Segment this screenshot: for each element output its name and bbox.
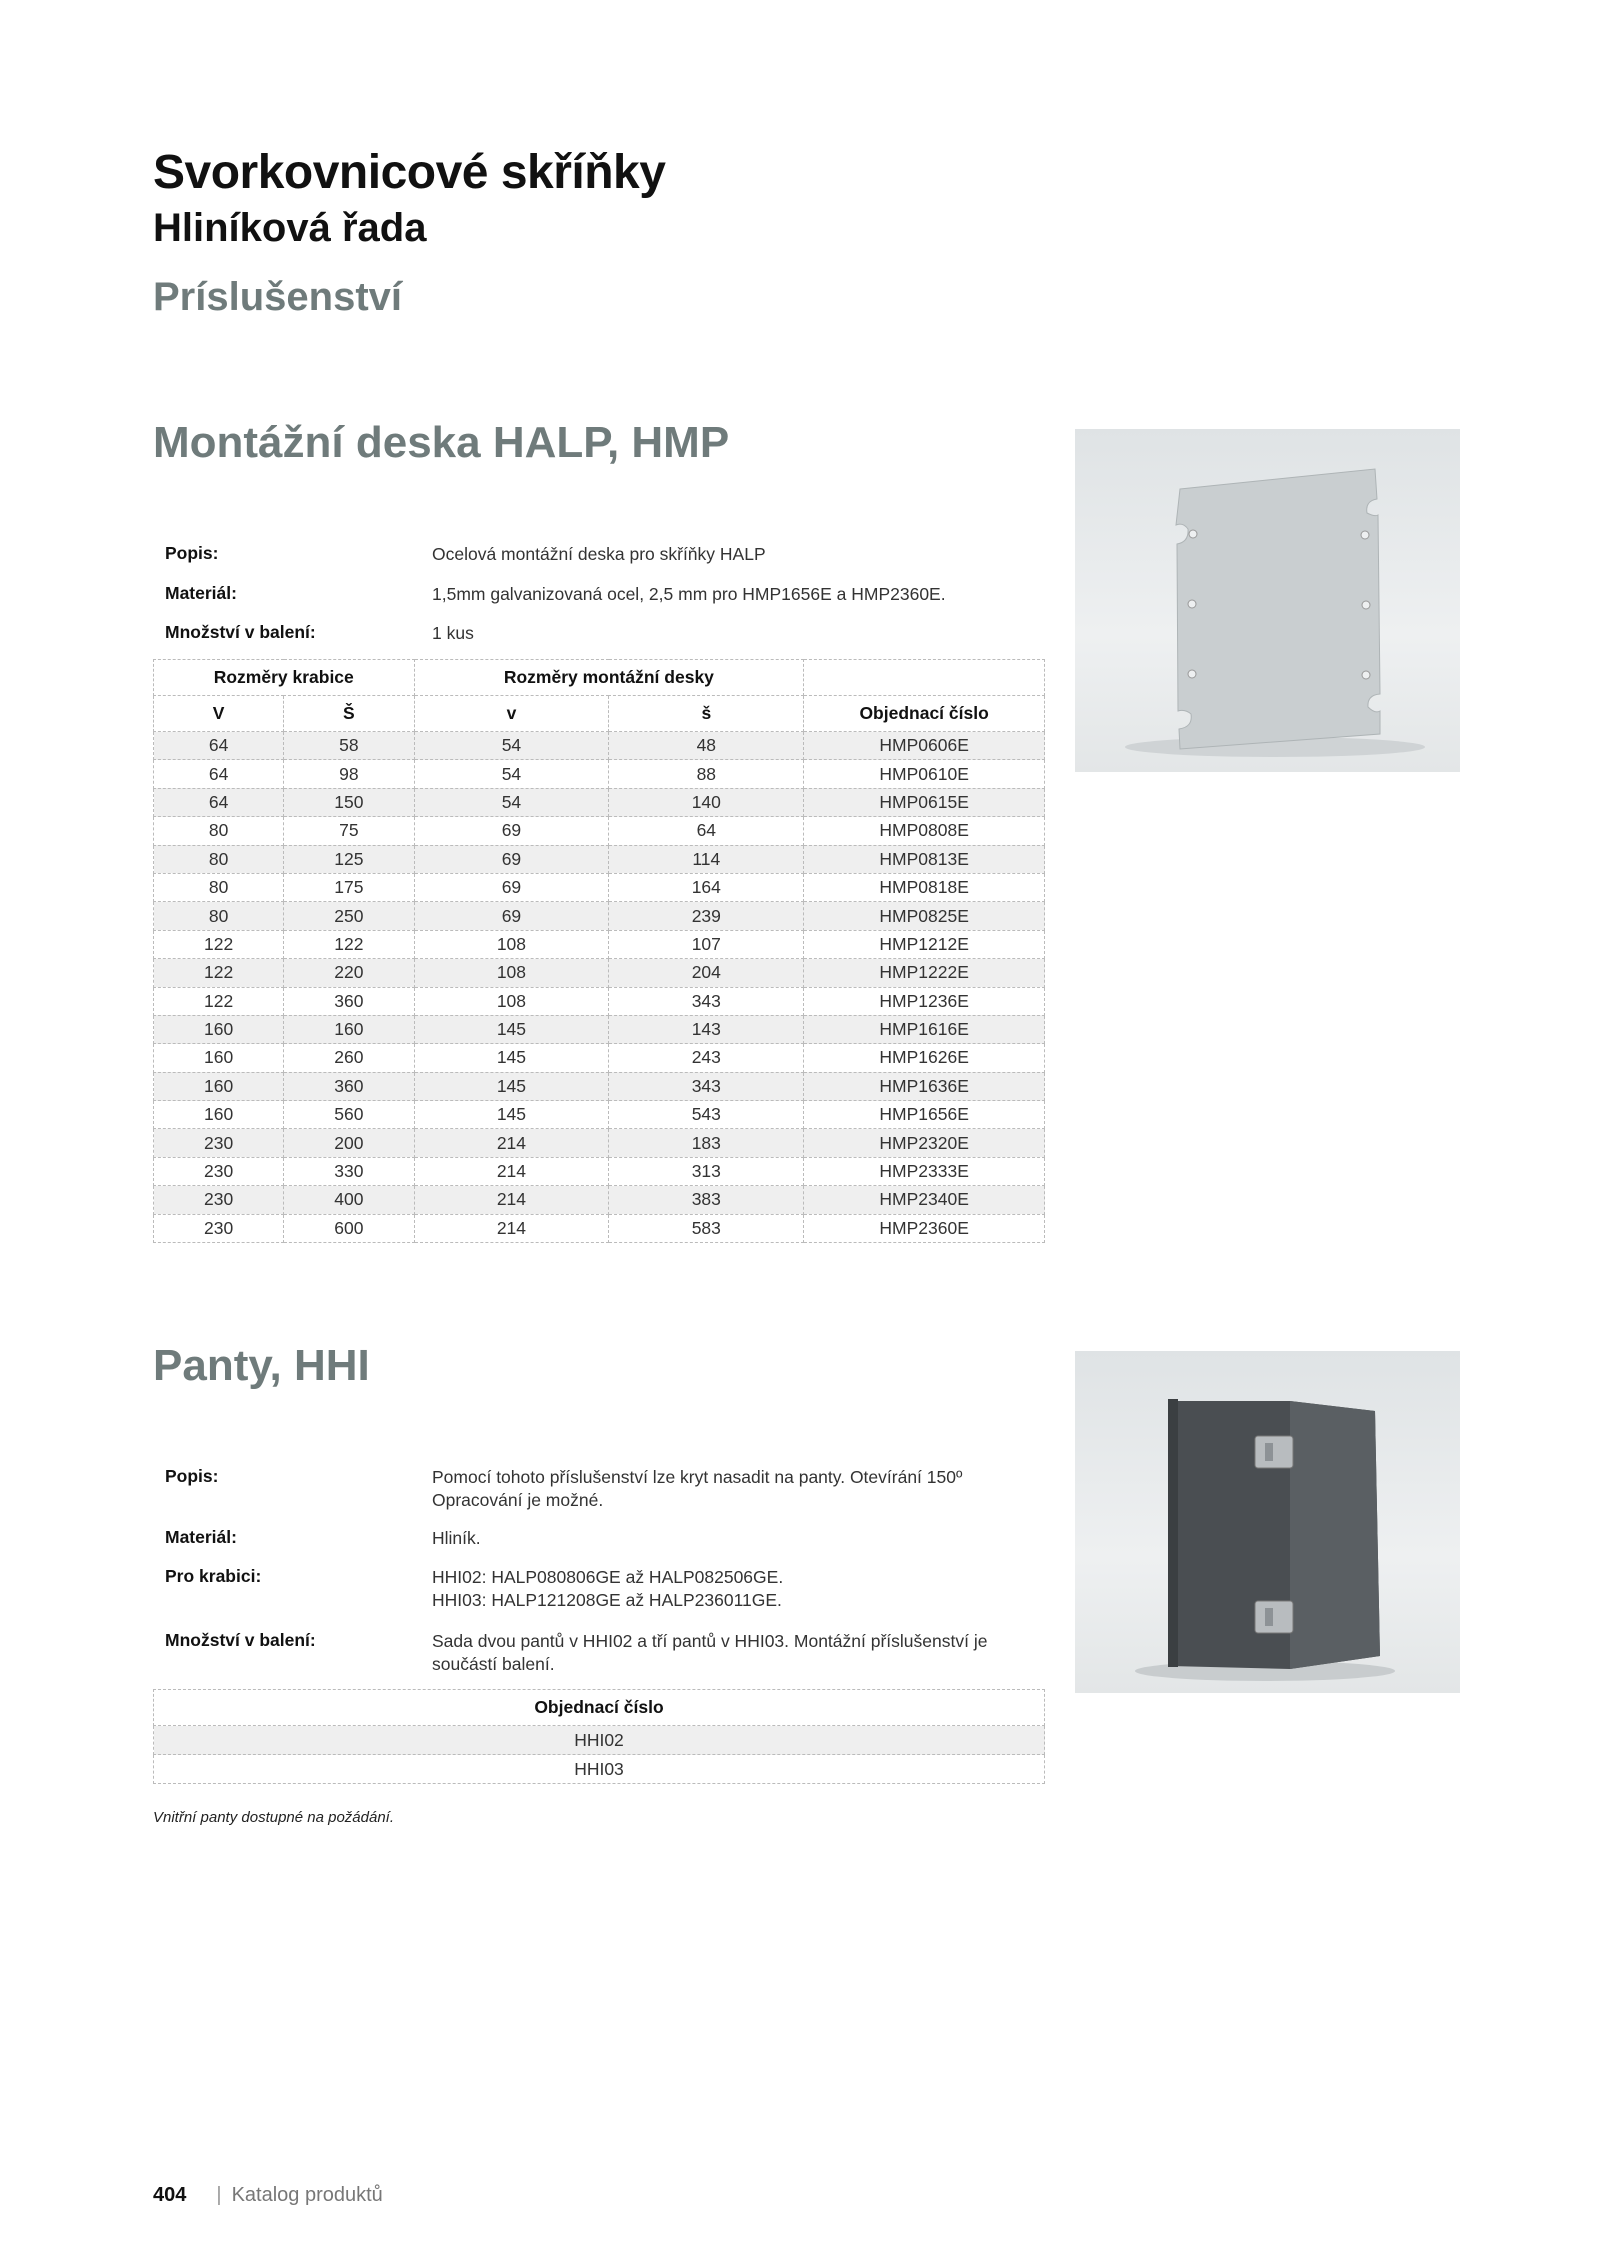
dimension-cell: 343 xyxy=(609,987,804,1015)
order-number: HMP0808E xyxy=(804,817,1045,845)
dimension-cell: 583 xyxy=(609,1214,804,1242)
dimension-cell: 160 xyxy=(154,1072,284,1100)
column-header: Objednací číslo xyxy=(804,696,1045,732)
dimension-cell: 75 xyxy=(284,817,414,845)
dimension-cell: 143 xyxy=(609,1015,804,1043)
dimension-cell: 230 xyxy=(154,1129,284,1157)
dimension-cell: 214 xyxy=(414,1157,609,1185)
dimension-cell: 250 xyxy=(284,902,414,930)
dimension-cell: 400 xyxy=(284,1186,414,1214)
order-number: HMP1636E xyxy=(804,1072,1045,1100)
order-number: HMP0610E xyxy=(804,760,1045,788)
order-number: HMP2333E xyxy=(804,1157,1045,1185)
info-label: Pro krabici: xyxy=(165,1566,262,1586)
dimension-cell: 183 xyxy=(609,1129,804,1157)
order-number: HMP0813E xyxy=(804,845,1045,873)
dimension-cell: 383 xyxy=(609,1186,804,1214)
info-value: Ocelová montážní deska pro skříňky HALP xyxy=(432,544,766,564)
dimension-cell: 80 xyxy=(154,845,284,873)
dimension-cell: 200 xyxy=(284,1129,414,1157)
table-row xyxy=(154,1214,1045,1242)
dimension-cell: 239 xyxy=(609,902,804,930)
column-header: š xyxy=(609,696,804,732)
dimension-cell: 175 xyxy=(284,873,414,901)
dimension-cell: 243 xyxy=(609,1044,804,1072)
dimension-cell: 360 xyxy=(284,987,414,1015)
order-number: HMP1222E xyxy=(804,959,1045,987)
dimension-cell: 145 xyxy=(414,1072,609,1100)
order-number: HMP1616E xyxy=(804,1015,1045,1043)
dimension-cell: 48 xyxy=(609,732,804,760)
dimension-cell: 80 xyxy=(154,873,284,901)
info-value: 1,5mm galvanizovaná ocel, 2,5 mm pro HMP1656E a HMP2360E. xyxy=(432,584,946,604)
table-row xyxy=(154,959,1045,987)
dimension-cell: 108 xyxy=(414,987,609,1015)
order-number: HHI03 xyxy=(154,1755,1045,1784)
dimension-cell: 214 xyxy=(414,1129,609,1157)
footer-separator: | xyxy=(216,2184,222,2206)
dimension-cell: 80 xyxy=(154,817,284,845)
info-value: HHI02: HALP080806GE až HALP082506GE. HHI03: HALP121208GE až HALP236011GE. xyxy=(432,1567,784,1610)
order-number: HMP0615E xyxy=(804,788,1045,816)
dimension-cell: 64 xyxy=(154,732,284,760)
table-row xyxy=(154,987,1045,1015)
dimension-cell: 204 xyxy=(609,959,804,987)
dimension-cell: 360 xyxy=(284,1072,414,1100)
table-row xyxy=(154,1157,1045,1185)
section-title-hinges: Panty, HHI xyxy=(153,1341,370,1390)
table-row xyxy=(154,1755,1045,1784)
dimension-cell: 543 xyxy=(609,1101,804,1129)
order-number: HMP1236E xyxy=(804,987,1045,1015)
dimension-cell: 64 xyxy=(154,760,284,788)
info-label: Materiál: xyxy=(165,1527,237,1547)
table-row xyxy=(154,760,1045,788)
dimension-cell: 140 xyxy=(609,788,804,816)
info-label: Popis: xyxy=(165,1466,219,1486)
table-row xyxy=(154,873,1045,901)
dimension-cell: 122 xyxy=(284,930,414,958)
dimension-cell: 230 xyxy=(154,1186,284,1214)
dimension-cell: 88 xyxy=(609,760,804,788)
dimension-cell: 160 xyxy=(284,1015,414,1043)
info-value: Sada dvou pantů v HHI02 a tří pantů v HHI03. Montážní příslušenství je součástí balení. xyxy=(432,1631,988,1674)
page-number: 404 xyxy=(153,2184,187,2206)
order-number: HMP0606E xyxy=(804,732,1045,760)
column-header: v xyxy=(414,696,609,732)
dimension-cell: 122 xyxy=(154,987,284,1015)
dimension-cell: 54 xyxy=(414,732,609,760)
dimension-cell: 122 xyxy=(154,959,284,987)
dimension-cell: 107 xyxy=(609,930,804,958)
column-header: Š xyxy=(284,696,414,732)
page-footer xyxy=(153,2184,383,2207)
footnote: Vnitřní panty dostupné na požádání. xyxy=(153,1809,395,1826)
group-header: Rozměry montážní desky xyxy=(414,660,804,696)
catalog-label: Katalog produktů xyxy=(231,2184,383,2206)
dimension-cell: 230 xyxy=(154,1214,284,1242)
dimension-cell: 69 xyxy=(414,845,609,873)
table-row xyxy=(154,1129,1045,1157)
order-number: HMP1626E xyxy=(804,1044,1045,1072)
dimension-cell: 69 xyxy=(414,873,609,901)
dimension-cell: 230 xyxy=(154,1157,284,1185)
table-row xyxy=(154,788,1045,816)
dimension-cell: 108 xyxy=(414,959,609,987)
info-label: Množství v balení: xyxy=(165,622,316,642)
order-number: HHI02 xyxy=(154,1726,1045,1755)
category-title: Príslušenství xyxy=(153,275,403,319)
table-row xyxy=(154,817,1045,845)
dimension-cell: 145 xyxy=(414,1101,609,1129)
dimension-cell: 125 xyxy=(284,845,414,873)
page-title: Svorkovnicové skříňky xyxy=(153,146,666,199)
dimension-cell: 98 xyxy=(284,760,414,788)
dimension-cell: 330 xyxy=(284,1157,414,1185)
table-row xyxy=(154,1101,1045,1129)
dimension-cell: 69 xyxy=(414,817,609,845)
order-number: HMP0825E xyxy=(804,902,1045,930)
dimension-cell: 54 xyxy=(414,760,609,788)
dimension-cell: 560 xyxy=(284,1101,414,1129)
order-number: HMP2360E xyxy=(804,1214,1045,1242)
dimension-cell: 214 xyxy=(414,1214,609,1242)
table-row xyxy=(154,1015,1045,1043)
table-row xyxy=(154,1726,1045,1755)
order-number: HMP0818E xyxy=(804,873,1045,901)
hinge-enclosure-image xyxy=(1075,1351,1460,1693)
dimension-cell: 313 xyxy=(609,1157,804,1185)
dimension-cell: 114 xyxy=(609,845,804,873)
info-value: Hliník. xyxy=(432,1528,481,1548)
order-number: HMP1656E xyxy=(804,1101,1045,1129)
dimension-cell: 64 xyxy=(154,788,284,816)
dimension-cell: 160 xyxy=(154,1044,284,1072)
dimension-cell: 600 xyxy=(284,1214,414,1242)
dimension-cell: 160 xyxy=(154,1101,284,1129)
info-label: Množství v balení: xyxy=(165,1630,316,1650)
info-label: Materiál: xyxy=(165,583,237,603)
dimension-cell: 80 xyxy=(154,902,284,930)
dimension-cell: 122 xyxy=(154,930,284,958)
page-subtitle: Hliníková řada xyxy=(153,206,427,250)
table-row xyxy=(154,930,1045,958)
table-row xyxy=(154,845,1045,873)
dimension-cell: 343 xyxy=(609,1072,804,1100)
dimension-cell: 150 xyxy=(284,788,414,816)
table-row xyxy=(154,1072,1045,1100)
dimension-cell: 64 xyxy=(609,817,804,845)
dimension-cell: 54 xyxy=(414,788,609,816)
column-header: Objednací číslo xyxy=(154,1690,1045,1726)
section-title-mounting-plate: Montážní deska HALP, HMP xyxy=(153,418,730,467)
column-header: V xyxy=(154,696,284,732)
mounting-plate-image xyxy=(1075,429,1460,772)
dimension-cell: 260 xyxy=(284,1044,414,1072)
dimension-cell: 164 xyxy=(609,873,804,901)
dimension-cell: 145 xyxy=(414,1015,609,1043)
group-header: Rozměry krabice xyxy=(154,660,415,696)
table-row xyxy=(154,732,1045,760)
hinge-table xyxy=(153,1689,1045,1784)
info-label: Popis: xyxy=(165,543,219,563)
dimension-cell: 108 xyxy=(414,930,609,958)
dimension-cell: 69 xyxy=(414,902,609,930)
dimension-cell: 58 xyxy=(284,732,414,760)
order-number: HMP2340E xyxy=(804,1186,1045,1214)
mounting-plate-table xyxy=(153,659,1045,1243)
dimension-cell: 145 xyxy=(414,1044,609,1072)
dimension-cell: 160 xyxy=(154,1015,284,1043)
info-value: Pomocí tohoto příslušenství lze kryt nasadit na panty. Otevírání 150º Opracování je možné. xyxy=(432,1467,963,1510)
dimension-cell: 220 xyxy=(284,959,414,987)
dimension-cell: 214 xyxy=(414,1186,609,1214)
order-number: HMP1212E xyxy=(804,930,1045,958)
order-number: HMP2320E xyxy=(804,1129,1045,1157)
table-row xyxy=(154,902,1045,930)
table-row xyxy=(154,1186,1045,1214)
table-row xyxy=(154,1044,1045,1072)
info-value: 1 kus xyxy=(432,623,474,643)
